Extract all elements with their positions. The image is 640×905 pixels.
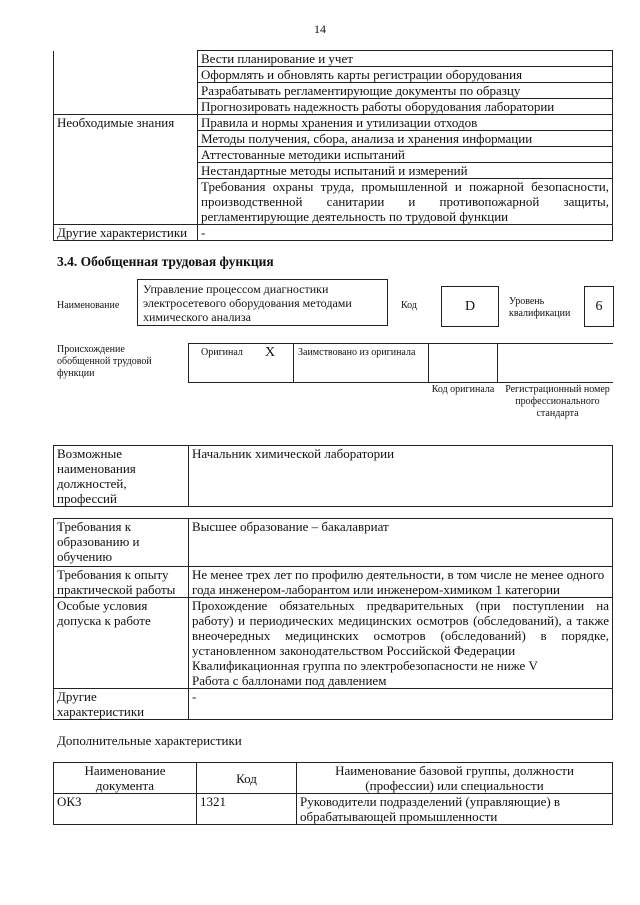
additional-title: Дополнительные характеристики bbox=[57, 733, 242, 748]
req-label: Требования к опыту практической работы bbox=[54, 567, 189, 598]
req-value: Не менее трех лет по профилю деятельности, в том числе не менее одного года инженером-лаборантом или инженером-химиком 1 категории bbox=[189, 567, 613, 598]
section-title: 3.4. Обобщенная трудовая функция bbox=[57, 254, 274, 269]
table-cell: Руководители подразделений (управляющие) в обрабатывающей промышленности bbox=[297, 794, 613, 825]
req-value: Квалификационная группа по электробезопасности не ниже V bbox=[192, 658, 538, 673]
table-cell: Нестандартные методы испытаний и измерений bbox=[198, 163, 613, 179]
req-value: Работа с баллонами под давлением bbox=[192, 673, 387, 688]
top-skills-table bbox=[53, 50, 613, 241]
qualification-level: 6 bbox=[584, 286, 614, 327]
borrowed-label: Заимствовано из оригинала bbox=[298, 347, 416, 358]
original-label: Оригинал bbox=[201, 347, 243, 358]
table-cell: Разрабатывать регламентирующие документы по образцу bbox=[198, 83, 613, 99]
table-cell: Вести планирование и учет bbox=[198, 51, 613, 67]
level-label: Уровень квалификации bbox=[509, 296, 571, 319]
req-label: Требования к образованию и обучению bbox=[54, 519, 189, 567]
table-cell: Методы получения, сбора, анализа и хранения информации bbox=[198, 131, 613, 147]
table-cell: Прогнозировать надежность работы оборудования лаборатории bbox=[198, 99, 613, 115]
origin-label: Происхождение обобщенной трудовой функции bbox=[57, 344, 152, 379]
table-cell: Правила и нормы хранения и утилизации отходов bbox=[198, 115, 613, 131]
table-cell: Оформлять и обновлять карты регистрации оборудования bbox=[198, 67, 613, 83]
positions-value: Начальник химической лаборатории bbox=[189, 446, 613, 507]
original-cell bbox=[188, 344, 294, 382]
code-label: Код bbox=[401, 300, 417, 311]
code-caption: Код оригинала bbox=[431, 384, 495, 395]
origin-row bbox=[188, 343, 613, 383]
req-value: Прохождение обязательных предварительных (при поступлении на работу) и периодических медицинских осмотров (обследований), а также внеочередных медицинских осмотров (обследований) в порядке, установленном законодательством Российской Федерации bbox=[192, 598, 609, 658]
name-label: Наименование bbox=[57, 300, 120, 311]
additional-table bbox=[53, 762, 613, 825]
function-name: Управление процессом диагностики электросетевого оборудования методами химического анализа bbox=[137, 279, 388, 326]
knowledge-label: Необходимые знания bbox=[54, 115, 198, 225]
other-value: - bbox=[198, 225, 613, 241]
header-doc: Наименование документа bbox=[54, 763, 197, 794]
req-label: Особые условия допуска к работе bbox=[54, 598, 189, 689]
req-label: Другие характеристики bbox=[54, 689, 189, 720]
header-code: Код bbox=[197, 763, 297, 794]
positions-table bbox=[53, 445, 613, 507]
reg-caption: Регистрационный номер профессионального стандарта bbox=[505, 384, 610, 419]
header-group: Наименование базовой группы, должности (профессии) или специальности bbox=[297, 763, 613, 794]
requirements-table bbox=[53, 518, 613, 720]
table-cell: ОКЗ bbox=[54, 794, 197, 825]
table-cell: 1321 bbox=[197, 794, 297, 825]
req-value: Высшее образование – бакалавриат bbox=[189, 519, 613, 567]
positions-label: Возможные наименования должностей, профессий bbox=[54, 446, 189, 507]
req-value-group bbox=[189, 598, 613, 689]
table-cell: Аттестованные методики испытаний bbox=[198, 147, 613, 163]
req-value: - bbox=[189, 689, 613, 720]
original-mark: X bbox=[265, 345, 276, 360]
function-code: D bbox=[441, 286, 499, 327]
other-label: Другие характеристики bbox=[54, 225, 198, 241]
page-number: 14 bbox=[314, 22, 326, 36]
table-cell-empty bbox=[54, 51, 198, 115]
original-code-cell bbox=[428, 344, 498, 382]
table-cell: Требования охраны труда, промышленной и пожарной безопасности, производственной санитарии и противопожарной защиты, регламентирующие деятельность по трудовой функции bbox=[198, 179, 613, 225]
